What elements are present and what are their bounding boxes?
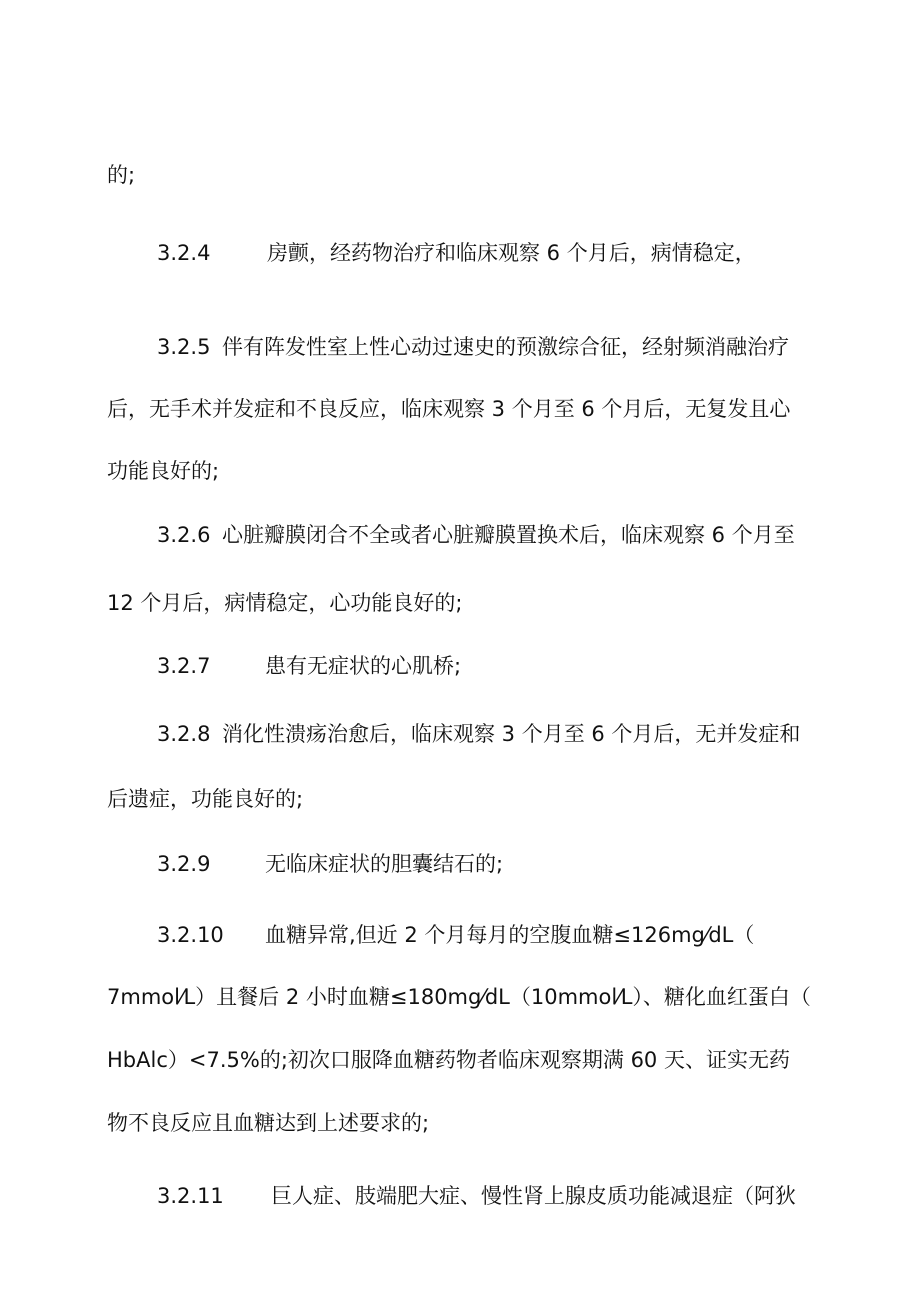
clause-number: 3.2.10 <box>157 923 224 947</box>
line-text: 功能良好的; <box>107 459 220 483</box>
clause-3-2-7 <box>157 648 461 684</box>
clause-number: 3.2.6 <box>157 523 211 547</box>
clause-3-2-4 <box>157 235 756 271</box>
line-text: HbAlc）<7.5%的;初次口服降血糖药物者临床观察期满 60 天、证实无药 <box>107 1048 790 1072</box>
clause-3-2-6 <box>157 517 803 553</box>
clause-3-2-9 <box>157 846 503 882</box>
text-line <box>107 391 803 427</box>
clause-number: 3.2.11 <box>157 1184 224 1208</box>
clause-number: 3.2.8 <box>157 722 211 746</box>
text-line <box>107 585 462 621</box>
line-text: 物不良反应且血糖达到上述要求的; <box>107 1111 430 1135</box>
line-text: 后遗症，功能良好的; <box>107 787 304 811</box>
text-line <box>107 1042 803 1078</box>
clause-text: 房颤，经药物治疗和临床观察 6 个月后，病情稳定， <box>267 241 756 265</box>
clause-text: 血糖异常,但近 2 个月每月的空腹血糖≤126mg⁄dL（ <box>265 923 755 947</box>
clause-text: 患有无症状的心肌桥; <box>265 654 462 678</box>
clause-text: 消化性溃疡治愈后，临床观察 3 个月至 6 个月后，无并发症和 <box>222 722 801 746</box>
text-line <box>107 453 219 489</box>
text-line <box>107 781 303 817</box>
text-line <box>107 1105 429 1141</box>
clause-3-2-10 <box>157 917 801 953</box>
line-text: 7mmol⁄L）且餐后 2 小时血糖≤180mg⁄dL（10mmol⁄L）、糖化血红蛋白（ <box>107 985 811 1009</box>
line-text: 12 个月后，病情稳定，心功能良好的; <box>107 591 463 615</box>
line-text: 后，无手术并发症和不良反应，临床观察 3 个月至 6 个月后，无复发且心 <box>107 397 791 421</box>
clause-3-2-8 <box>157 716 803 752</box>
clause-text: 伴有阵发性室上性心动过速史的预激综合征，经射频消融治疗 <box>222 335 789 359</box>
clause-number: 3.2.4 <box>157 241 211 265</box>
clause-text: 无临床症状的胆囊结石的; <box>265 852 504 876</box>
clause-number: 3.2.5 <box>157 335 211 359</box>
clause-number: 3.2.7 <box>157 654 211 678</box>
clause-text: 巨人症、肢端肥大症、慢性肾上腺皮质功能减退症（阿狄 <box>271 1184 796 1208</box>
line-text: 的; <box>107 163 136 187</box>
text-line <box>107 979 811 1015</box>
clause-number: 3.2.9 <box>157 852 211 876</box>
clause-text: 心脏瓣膜闭合不全或者心脏瓣膜置换术后，临床观察 6 个月至 <box>222 523 795 547</box>
clause-3-2-5 <box>157 329 803 365</box>
clause-3-2-11 <box>157 1178 803 1214</box>
text-line <box>107 157 135 193</box>
